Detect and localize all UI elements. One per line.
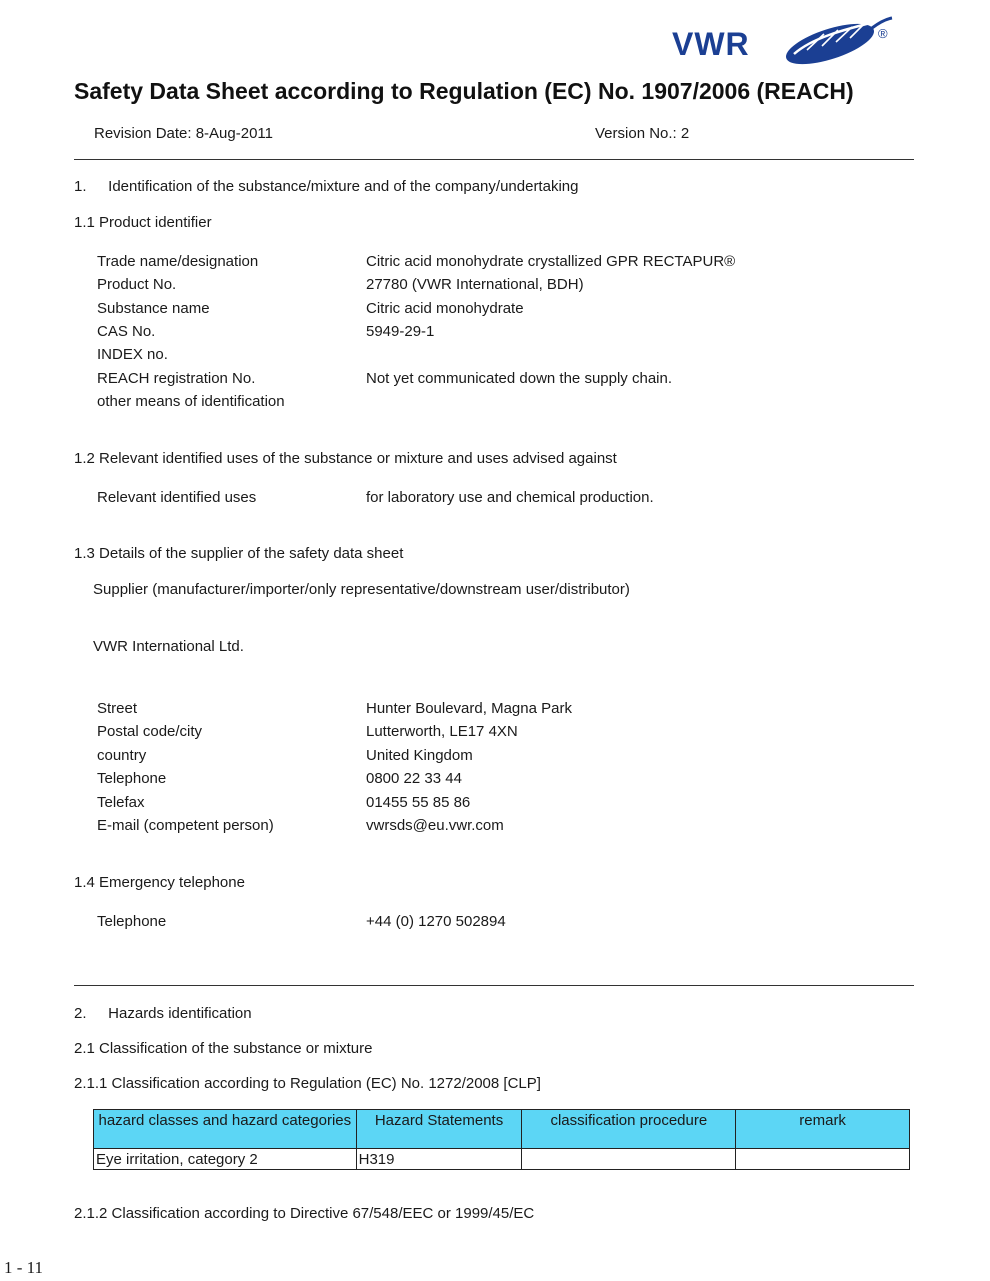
subsection-1-3: 1.3 Details of the supplier of the safety data sheet [74, 545, 404, 562]
table-header-cell: Hazard Statements [356, 1110, 522, 1149]
field-value: Hunter Boulevard, Magna Park [366, 700, 572, 717]
field-label: Trade name/designation [97, 253, 259, 270]
field-label: Substance name [97, 300, 210, 317]
version-number: Version No.: 2 [595, 125, 690, 142]
table-cell [736, 1149, 910, 1170]
supplier-name: VWR International Ltd. [93, 638, 244, 655]
field-value: 27780 (VWR International, BDH) [366, 276, 584, 293]
field-label: Relevant identified uses [97, 489, 257, 506]
subsection-2-1-2: 2.1.2 Classification according to Directive 67/548/EEC or 1999/45/EC [74, 1205, 535, 1222]
table-cell [522, 1149, 736, 1170]
field-label: Telephone [97, 913, 167, 930]
field-value: 01455 55 85 86 [366, 794, 471, 811]
subsection-2-1: 2.1 Classification of the substance or mixture [74, 1040, 373, 1057]
section-1-heading [74, 178, 578, 195]
registered-mark: ® [878, 26, 888, 41]
vwr-logo [672, 16, 894, 66]
field-value: Not yet communicated down the supply chain. [366, 370, 672, 387]
page-number: 1 - 11 [4, 1258, 44, 1277]
table-row [94, 1149, 910, 1170]
field-value: Lutterworth, LE17 4XN [366, 723, 518, 740]
leaf-emblem-icon [772, 16, 894, 66]
section-2-number: 2. [74, 1005, 87, 1022]
field-label: Street [97, 700, 138, 717]
field-label: Telefax [97, 794, 145, 811]
field-label: CAS No. [97, 323, 156, 340]
field-label: other means of identification [97, 393, 285, 410]
supplier-email: vwrsds@eu.vwr.com [366, 817, 504, 834]
header-divider [74, 159, 914, 160]
subsection-2-1-1: 2.1.1 Classification according to Regulation (EC) No. 1272/2008 [CLP] [74, 1075, 541, 1092]
subsection-1-2: 1.2 Relevant identified uses of the substance or mixture and uses advised against [74, 450, 617, 467]
table-cell: H319 [356, 1149, 522, 1170]
logo-text: VWR [672, 26, 750, 62]
field-value: for laboratory use and chemical production. [366, 489, 654, 506]
field-label: E-mail (competent person) [97, 817, 274, 834]
table-header-cell: hazard classes and hazard categories [94, 1110, 357, 1149]
subsection-1-1: 1.1 Product identifier [74, 214, 212, 231]
table-header-cell: remark [736, 1110, 910, 1149]
document-title: Safety Data Sheet according to Regulation (EC) No. 1907/2006 (REACH) [74, 78, 854, 104]
field-label: Product No. [97, 276, 177, 293]
field-value: 0800 22 33 44 [366, 770, 462, 787]
emergency-phone: +44 (0) 1270 502894 [366, 913, 506, 930]
subsection-1-4: 1.4 Emergency telephone [74, 874, 245, 891]
classification-table [93, 1109, 910, 1170]
section-1-title: Identification of the substance/mixture and of the company/undertaking [108, 178, 579, 195]
table-header-row [94, 1110, 910, 1149]
field-value: United Kingdom [366, 747, 473, 764]
field-label: Postal code/city [97, 723, 203, 740]
section-1-number: 1. [74, 178, 87, 195]
field-value: 5949-29-1 [366, 323, 435, 340]
field-label: Telephone [97, 770, 167, 787]
field-label: country [97, 747, 147, 764]
supplier-role: Supplier (manufacturer/importer/only representative/downstream user/distributor) [93, 581, 630, 598]
table-cell: Eye irritation, category 2 [94, 1149, 357, 1170]
field-value: Citric acid monohydrate [366, 300, 524, 317]
section-divider [74, 985, 914, 986]
section-2-heading [74, 1005, 252, 1022]
section-2-title: Hazards identification [108, 1005, 252, 1022]
field-value: Citric acid monohydrate crystallized GPR RECTAPUR® [366, 253, 736, 270]
revision-date: Revision Date: 8-Aug-2011 [94, 125, 273, 142]
table-header-cell: classification procedure [522, 1110, 736, 1149]
field-label: INDEX no. [97, 346, 168, 363]
field-label: REACH registration No. [97, 370, 256, 387]
